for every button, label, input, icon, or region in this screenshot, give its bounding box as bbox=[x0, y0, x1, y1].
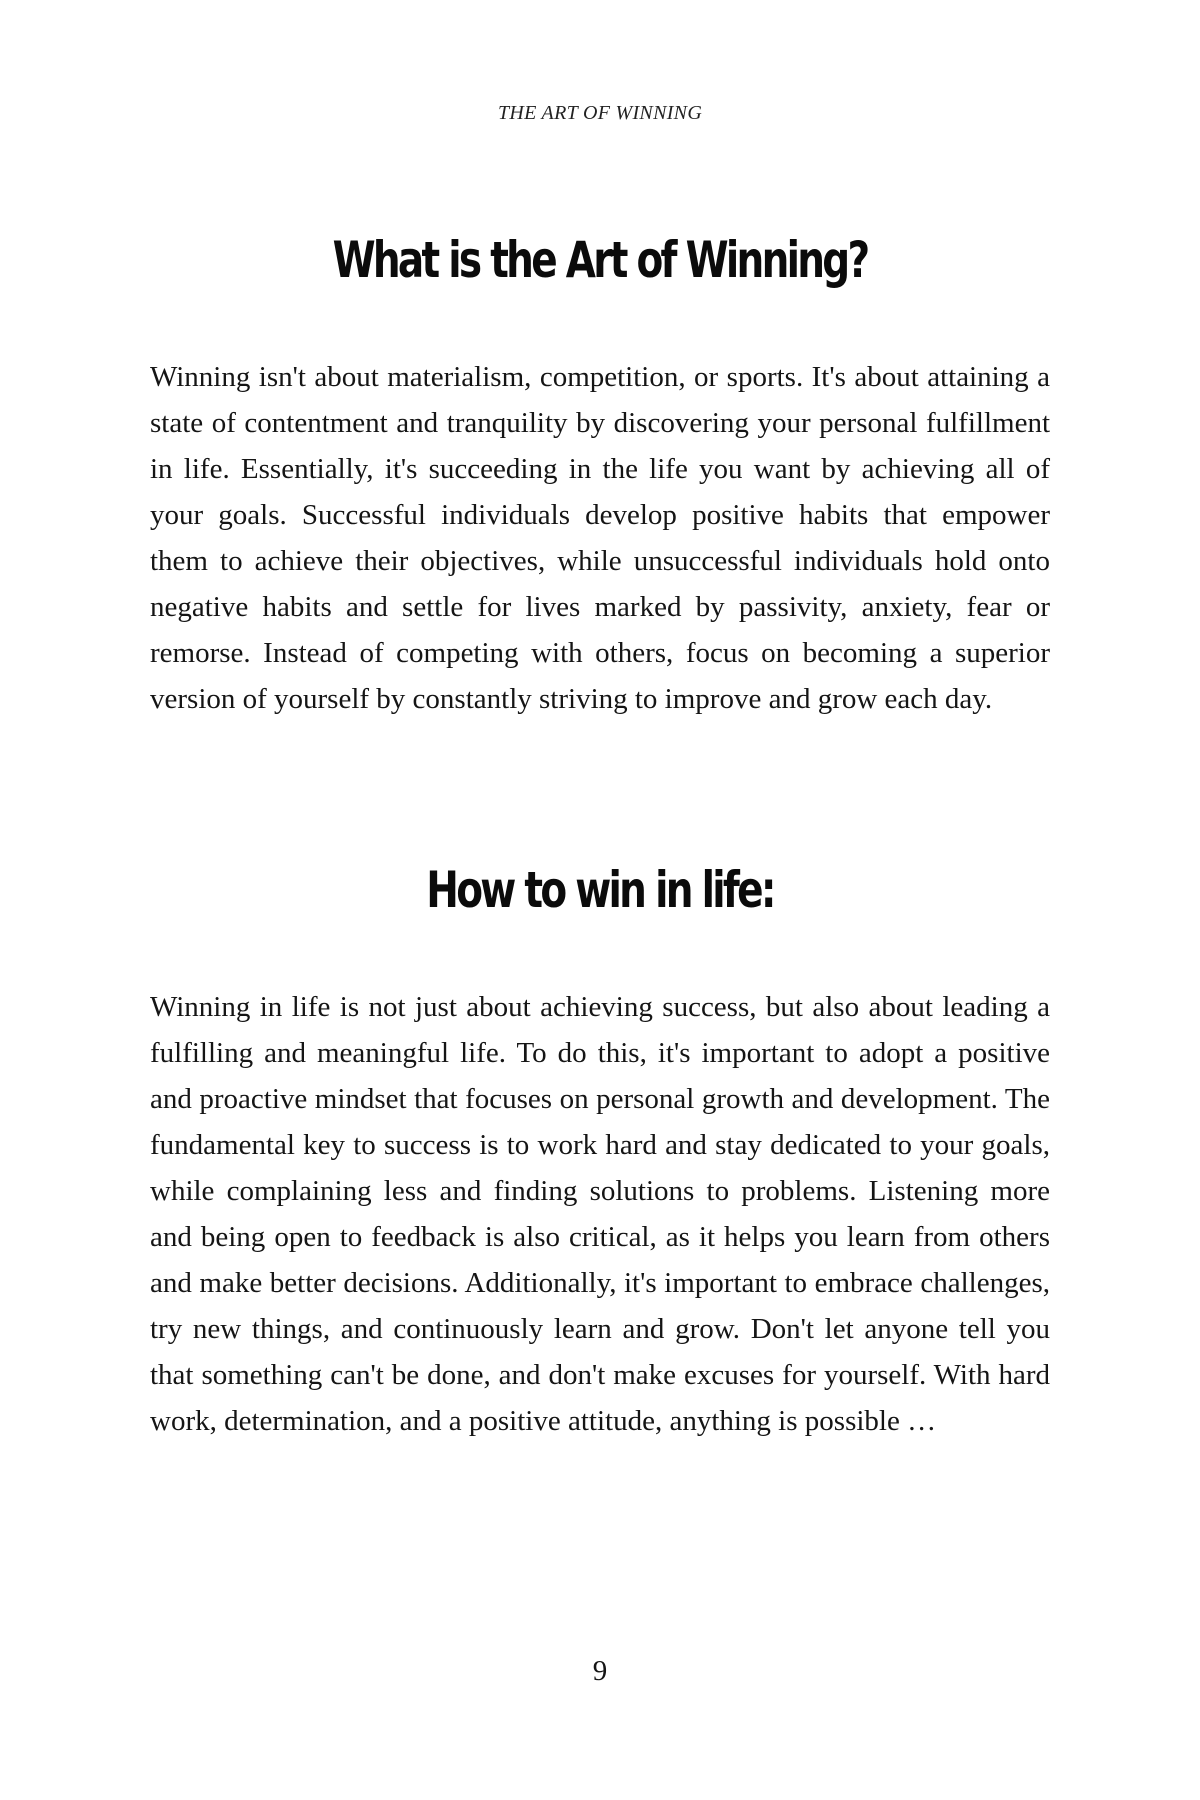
paragraph-art-of-winning: Winning isn't about materialism, competition, or sports. It's about attaining a state of contentment and tranquility by discovering your personal fulfillment in life. Essentially, it's succeeding in the life you want by achieving all of your goals. Successful individuals develop positive habits that empower them to achieve their objectives, while unsuccessful individuals hold onto negative habits and settle for lives marked by passivity, anxiety, fear or remorse. Instead of competing with others, focus on becoming a superior version of yourself by constantly striving to improve and grow each day. bbox=[150, 361, 1050, 715]
section-title-how-to-win: How to win in life: bbox=[426, 861, 774, 919]
page-number: 9 bbox=[592, 1655, 608, 1687]
section-title-art-of-winning: What is the Art of Winning? bbox=[332, 231, 868, 289]
paragraph-how-to-win: Winning in life is not just about achieving success, but also about leading a fulfilling and meaningful life. To do this, it's important to adopt a positive and proactive mindset that focuses on personal growth and development. The fundamental key to success is to work hard and stay dedicated to your goals, while complaining less and finding solutions to problems. Listening more and being open to feedback is also critical, as it helps you learn from others and make better decisions. Additionally, it's important to embrace challenges, try new things, and continuously learn and grow. Don't let anyone tell you that something can't be done, and don't make excuses for yourself. With hard work, determination, and a positive attitude, anything is possible … bbox=[150, 991, 1050, 1437]
running-header: THE ART OF WINNING bbox=[497, 102, 703, 124]
